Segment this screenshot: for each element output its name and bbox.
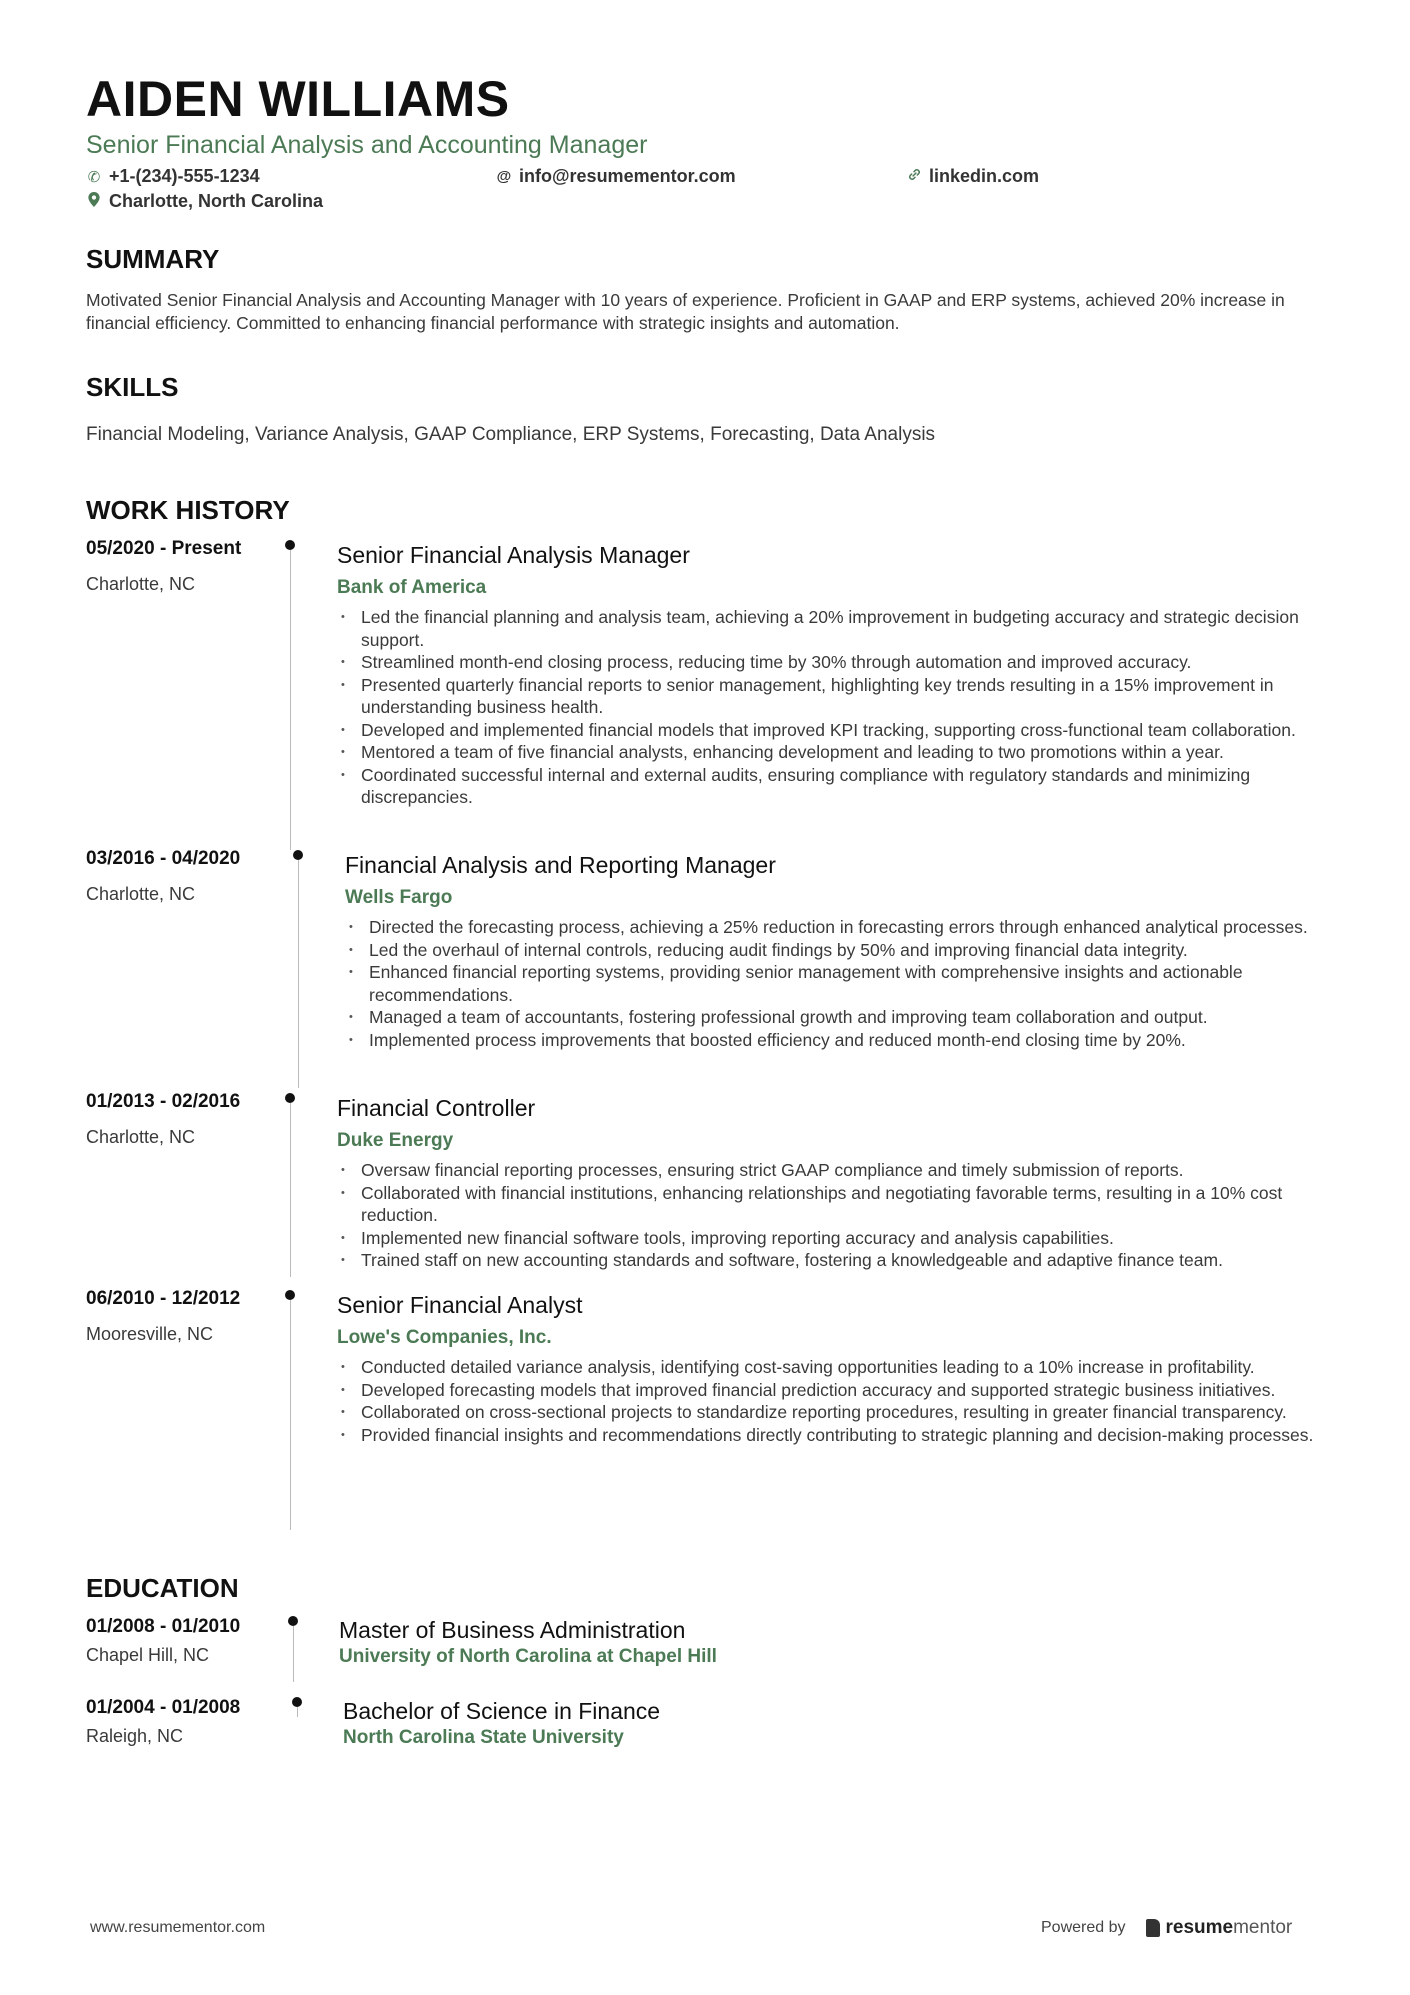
job-details	[337, 538, 1326, 809]
education-location: Chapel Hill, NC	[86, 1645, 210, 1665]
job-bullet: • Enhanced financial reporting systems, providing senior management with comprehensive insights and actionable recommendations.	[345, 961, 1326, 1006]
job-bullet: • Directed the forecasting process, achieving a 25% reduction in forecasting errors through enhanced analytical processes.	[345, 916, 1326, 939]
job-bullet: • Collaborated on cross-sectional projects to standardize reporting procedures, resulting in greater financial transparency.	[337, 1401, 1326, 1424]
education-heading: EDUCATION	[86, 1573, 239, 1603]
job-role: Senior Financial Analyst	[337, 1292, 583, 1318]
job-company: Bank of America	[337, 577, 487, 598]
education-location: Raleigh, NC	[86, 1726, 184, 1746]
job-location: Charlotte, NC	[86, 1127, 196, 1147]
skills-text: Financial Modeling, Variance Analysis, GAAP Compliance, ERP Systems, Forecasting, Data Analysis	[86, 424, 936, 445]
education-school: University of North Carolina at Chapel Hill	[339, 1646, 717, 1667]
job-bullet: • Coordinated successful internal and external audits, ensuring compliance with regulatory standards and minimizing discrepancies.	[337, 764, 1326, 809]
timeline-line	[290, 1300, 291, 1530]
timeline-line	[290, 1103, 291, 1277]
job-bullet: • Provided financial insights and recommendations directly contributing to strategic planning and decision-making processes.	[337, 1424, 1326, 1447]
job-bullet: • Collaborated with financial institutions, enhancing relationships and negotiating favorable terms, resulting in a 10% cost reduction.	[337, 1182, 1326, 1227]
job-role: Senior Financial Analysis Manager	[337, 542, 690, 568]
timeline-dot	[285, 540, 295, 550]
job-role: Financial Analysis and Reporting Manager	[345, 852, 776, 878]
education-date: 01/2004 - 01/2008	[86, 1697, 241, 1718]
timeline-dot	[285, 1290, 295, 1300]
summary-text: Motivated Senior Financial Analysis and Accounting Manager with 10 years of experience. Proficient in GAAP and ERP systems, achieved 20% increase in financial efficiency. Committed to enhancing financial performance with strategic insights and automation.	[86, 290, 1285, 333]
job-role: Financial Controller	[337, 1095, 536, 1121]
job-details	[337, 1288, 1326, 1446]
timeline-dot	[285, 1093, 295, 1103]
education-school: North Carolina State University	[343, 1727, 624, 1748]
timeline-line	[293, 1626, 294, 1682]
work-history-heading: WORK HISTORY	[86, 495, 290, 525]
logo-text-light: mentor	[1233, 1917, 1293, 1938]
job-bullets	[337, 1356, 1326, 1446]
job-location: Charlotte, NC	[86, 884, 196, 904]
job-bullets	[345, 916, 1326, 1051]
job-bullets	[337, 1159, 1326, 1272]
job-bullet: • Oversaw financial reporting processes, ensuring strict GAAP compliance and timely submission of reports.	[337, 1159, 1326, 1182]
education-degree: Master of Business Administration	[339, 1617, 686, 1643]
footer-branding	[1041, 1917, 1292, 1939]
footer-website[interactable]: www.resumementor.com	[90, 1919, 266, 1936]
resume-body	[86, 0, 1326, 1995]
job-location: Mooresville, NC	[86, 1324, 214, 1344]
job-bullet: • Conducted detailed variance analysis, identifying cost-saving opportunities leading to a 10% increase in profitability.	[337, 1356, 1326, 1379]
job-date: 01/2013 - 02/2016	[86, 1091, 241, 1112]
education-details	[339, 1616, 717, 1669]
timeline-line	[298, 860, 299, 1088]
job-bullet: • Led the overhaul of internal controls, reducing audit findings by 50% and improving financial data integrity.	[345, 939, 1326, 962]
job-date: 05/2020 - Present	[86, 538, 242, 559]
job-date: 03/2016 - 04/2020	[86, 848, 241, 869]
skills-heading: SKILLS	[86, 372, 179, 402]
job-details	[337, 1091, 1326, 1272]
powered-by-text: Powered by	[1041, 1919, 1126, 1936]
logo-mark-icon	[1146, 1919, 1160, 1937]
timeline-dot	[293, 850, 303, 860]
at-icon: @	[496, 168, 512, 185]
logo-text-bold: resume	[1165, 1917, 1234, 1938]
summary-heading: SUMMARY	[86, 244, 220, 274]
job-bullet: • Mentored a team of five financial analysts, enhancing development and leading to two promotions within a year.	[337, 741, 1326, 764]
education-degree: Bachelor of Science in Finance	[343, 1698, 661, 1724]
phone-text: +1-(234)-555-1234	[109, 166, 260, 186]
resumementor-logo[interactable]	[1146, 1917, 1293, 1939]
job-bullet: • Implemented process improvements that boosted efficiency and reduced month-end closing time by 20%.	[345, 1029, 1326, 1052]
timeline-line	[297, 1707, 298, 1717]
job-date: 06/2010 - 12/2012	[86, 1288, 241, 1309]
email-text: info@resumementor.com	[519, 166, 736, 186]
job-bullet: • Developed forecasting models that improved financial prediction accuracy and supported strategic business initiatives.	[337, 1379, 1326, 1402]
job-company: Lowe's Companies, Inc.	[337, 1327, 552, 1348]
job-bullet: • Managed a team of accountants, fostering professional growth and improving team collaboration and output.	[345, 1006, 1326, 1029]
job-details	[345, 848, 1326, 1051]
timeline-dot	[292, 1697, 302, 1707]
education-date: 01/2008 - 01/2010	[86, 1616, 241, 1637]
timeline-dot	[288, 1616, 298, 1626]
linkedin-text: linkedin.com	[929, 166, 1040, 186]
job-bullet: • Streamlined month-end closing process, reducing time by 30% through automation and improved accuracy.	[337, 651, 1326, 674]
job-company: Duke Energy	[337, 1130, 454, 1151]
job-bullets	[337, 606, 1326, 809]
job-bullet: • Led the financial planning and analysis team, achieving a 20% improvement in budgeting accuracy and strategic decision support.	[337, 606, 1326, 651]
timeline-line	[290, 550, 291, 850]
job-bullet: • Developed and implemented financial models that improved KPI tracking, supporting cross-functional team collaboration.	[337, 719, 1326, 742]
candidate-title: Senior Financial Analysis and Accounting Manager	[86, 131, 648, 159]
job-company: Wells Fargo	[345, 887, 453, 908]
phone-icon: ✆	[87, 168, 101, 186]
education-details	[343, 1697, 660, 1750]
candidate-name: AIDEN WILLIAMS	[86, 71, 510, 127]
job-bullet: • Implemented new financial software tools, improving reporting accuracy and analysis capabilities.	[337, 1227, 1326, 1250]
location-text: Charlotte, North Carolina	[109, 191, 324, 211]
job-location: Charlotte, NC	[86, 574, 196, 594]
job-bullet: • Trained staff on new accounting standards and software, fostering a knowledgeable and adaptive finance team.	[337, 1249, 1326, 1272]
job-bullet: • Presented quarterly financial reports to senior management, highlighting key trends resulting in a 15% improvement in understanding business health.	[337, 674, 1326, 719]
